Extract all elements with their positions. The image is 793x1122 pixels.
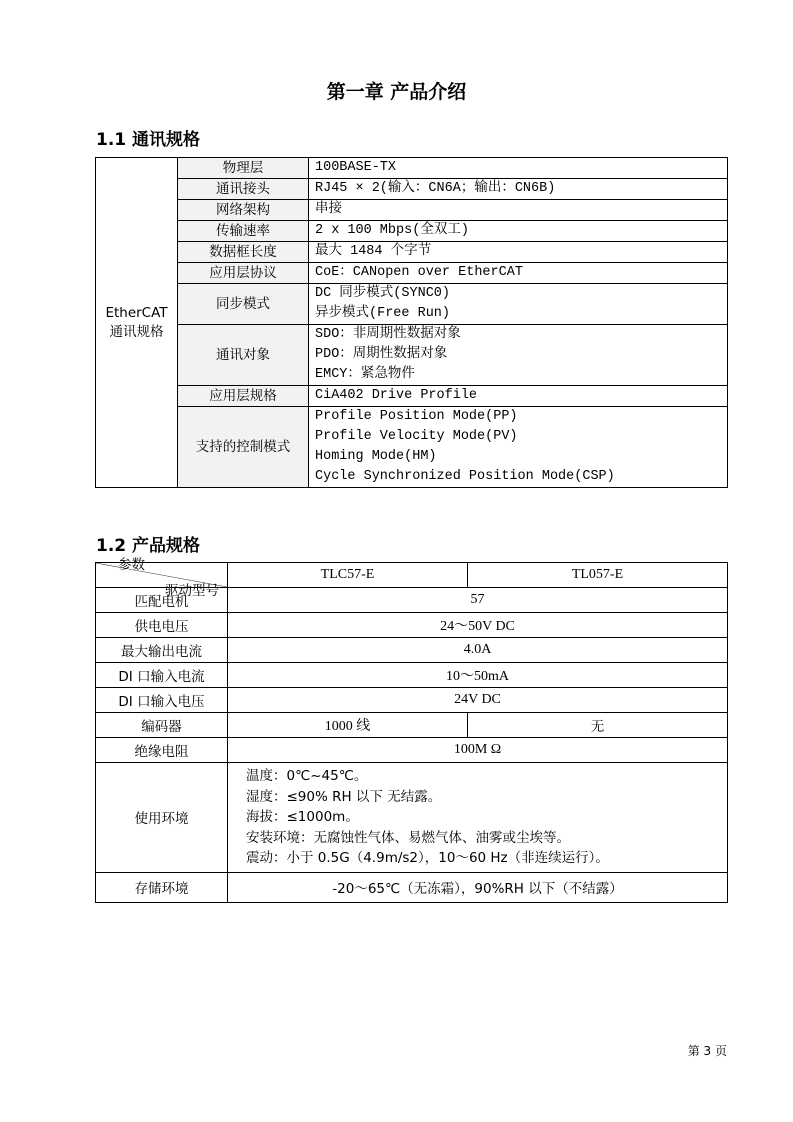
group-label-line: 通讯规格 bbox=[109, 323, 164, 340]
param-key: 使用环境 bbox=[96, 763, 228, 873]
table-row bbox=[96, 663, 728, 688]
param-key: 最大输出电流 bbox=[96, 638, 228, 663]
spec-key: 同步模式 bbox=[178, 284, 309, 325]
environment-line: 温度：0℃~45℃。 bbox=[246, 768, 368, 784]
param-key: 存储环境 bbox=[96, 872, 228, 902]
param-key: 绝缘电阻 bbox=[96, 738, 228, 763]
spec-value: 2 x 100 Mbps(全双工) bbox=[309, 221, 728, 242]
spec-key: 支持的控制模式 bbox=[178, 407, 309, 488]
table-row bbox=[96, 179, 728, 200]
param-key: DI 口输入电压 bbox=[96, 688, 228, 713]
table-row bbox=[96, 263, 728, 284]
table-row bbox=[96, 738, 728, 763]
environment-line: 湿度：≤90% RH 以下 无结露。 bbox=[246, 788, 442, 805]
spec-key: 传输速率 bbox=[178, 221, 309, 242]
section-title-product-spec: 1.2 产品规格 bbox=[96, 536, 201, 556]
page-number: 第 3 页 bbox=[687, 1044, 727, 1058]
spec-key: 应用层规格 bbox=[178, 386, 309, 407]
table-row bbox=[96, 613, 728, 638]
group-label-line: EtherCAT bbox=[105, 304, 168, 321]
spec-value: CoE：CANopen over EtherCAT bbox=[309, 263, 728, 284]
product-spec-table bbox=[95, 557, 728, 903]
param-value: 24～50V DC bbox=[228, 613, 728, 638]
param-value: 100M Ω bbox=[228, 738, 728, 763]
spec-key: 物理层 bbox=[178, 158, 309, 179]
table-row bbox=[96, 284, 728, 325]
chapter-title: 第一章 产品介绍 bbox=[326, 81, 467, 103]
param-value: 1000 线 bbox=[228, 713, 468, 738]
param-value: 24V DC bbox=[228, 688, 728, 713]
spec-key: 网络架构 bbox=[178, 200, 309, 221]
table-row bbox=[96, 386, 728, 407]
table-row bbox=[96, 158, 728, 179]
header-param-label: 参数 bbox=[118, 557, 145, 573]
table-header-row bbox=[96, 563, 728, 588]
spec-value: 串接 bbox=[309, 200, 728, 221]
diagonal-header-cell bbox=[96, 557, 228, 599]
table-row bbox=[96, 407, 728, 488]
spec-value: 100BASE-TX bbox=[309, 158, 728, 179]
spec-value: 最大 1484 个字节 bbox=[309, 242, 728, 263]
param-key: 匹配电机 bbox=[96, 588, 228, 613]
environment-line: 海拔：≤1000m。 bbox=[246, 809, 359, 825]
table-row bbox=[96, 221, 728, 242]
param-value: -20～65℃（无冻霜），90%RH 以下（不结露） bbox=[228, 872, 728, 902]
table-row bbox=[96, 763, 728, 873]
table-row bbox=[96, 688, 728, 713]
spec-value: SDO：非周期性数据对象 PDO：周期性数据对象 EMCY：紧急物件 bbox=[309, 325, 728, 386]
environment-line: 安装环境：无腐蚀性气体、易燃气体、油雾或尘埃等。 bbox=[246, 829, 570, 846]
param-key: 供电电压 bbox=[96, 613, 228, 638]
param-key: 编码器 bbox=[96, 713, 228, 738]
spec-key: 数据框长度 bbox=[178, 242, 309, 263]
comm-spec-table bbox=[95, 157, 728, 488]
param-value: 4.0A bbox=[228, 638, 728, 663]
param-value: 57 bbox=[228, 588, 728, 613]
table-row bbox=[96, 638, 728, 663]
spec-value: RJ45 × 2(输入：CN6A；输出：CN6B) bbox=[309, 179, 728, 200]
spec-value: Profile Position Mode(PP) Profile Velocity Mode(PV) Homing Mode(HM) Cycle Synchronized Position Mode(CSP) bbox=[309, 407, 728, 488]
table-row bbox=[96, 242, 728, 263]
table-row bbox=[96, 325, 728, 386]
spec-value: CiA402 Drive Profile bbox=[309, 386, 728, 407]
comm-spec-group-label bbox=[96, 158, 178, 488]
table-row bbox=[96, 872, 728, 902]
spec-key: 通讯接头 bbox=[178, 179, 309, 200]
section-title-comm-spec: 1.1 通讯规格 bbox=[96, 130, 201, 150]
model-name-1: TLC57-E bbox=[228, 563, 468, 588]
environment-line: 震动：小于 0.5G（4.9m/s2），10～60 Hz（非连续运行）。 bbox=[246, 850, 609, 866]
model-name-2: TL057-E bbox=[468, 563, 728, 588]
param-key: DI 口输入电流 bbox=[96, 663, 228, 688]
environment-value bbox=[228, 763, 728, 873]
table-row bbox=[96, 200, 728, 221]
header-model-label: 驱动型号 bbox=[165, 583, 219, 599]
table-row bbox=[96, 713, 728, 738]
param-value: 无 bbox=[468, 713, 728, 738]
param-value: 10～50mA bbox=[228, 663, 728, 688]
spec-key: 通讯对象 bbox=[178, 325, 309, 386]
spec-value: DC 同步模式(SYNC0) 异步模式(Free Run) bbox=[309, 284, 728, 325]
spec-key: 应用层协议 bbox=[178, 263, 309, 284]
